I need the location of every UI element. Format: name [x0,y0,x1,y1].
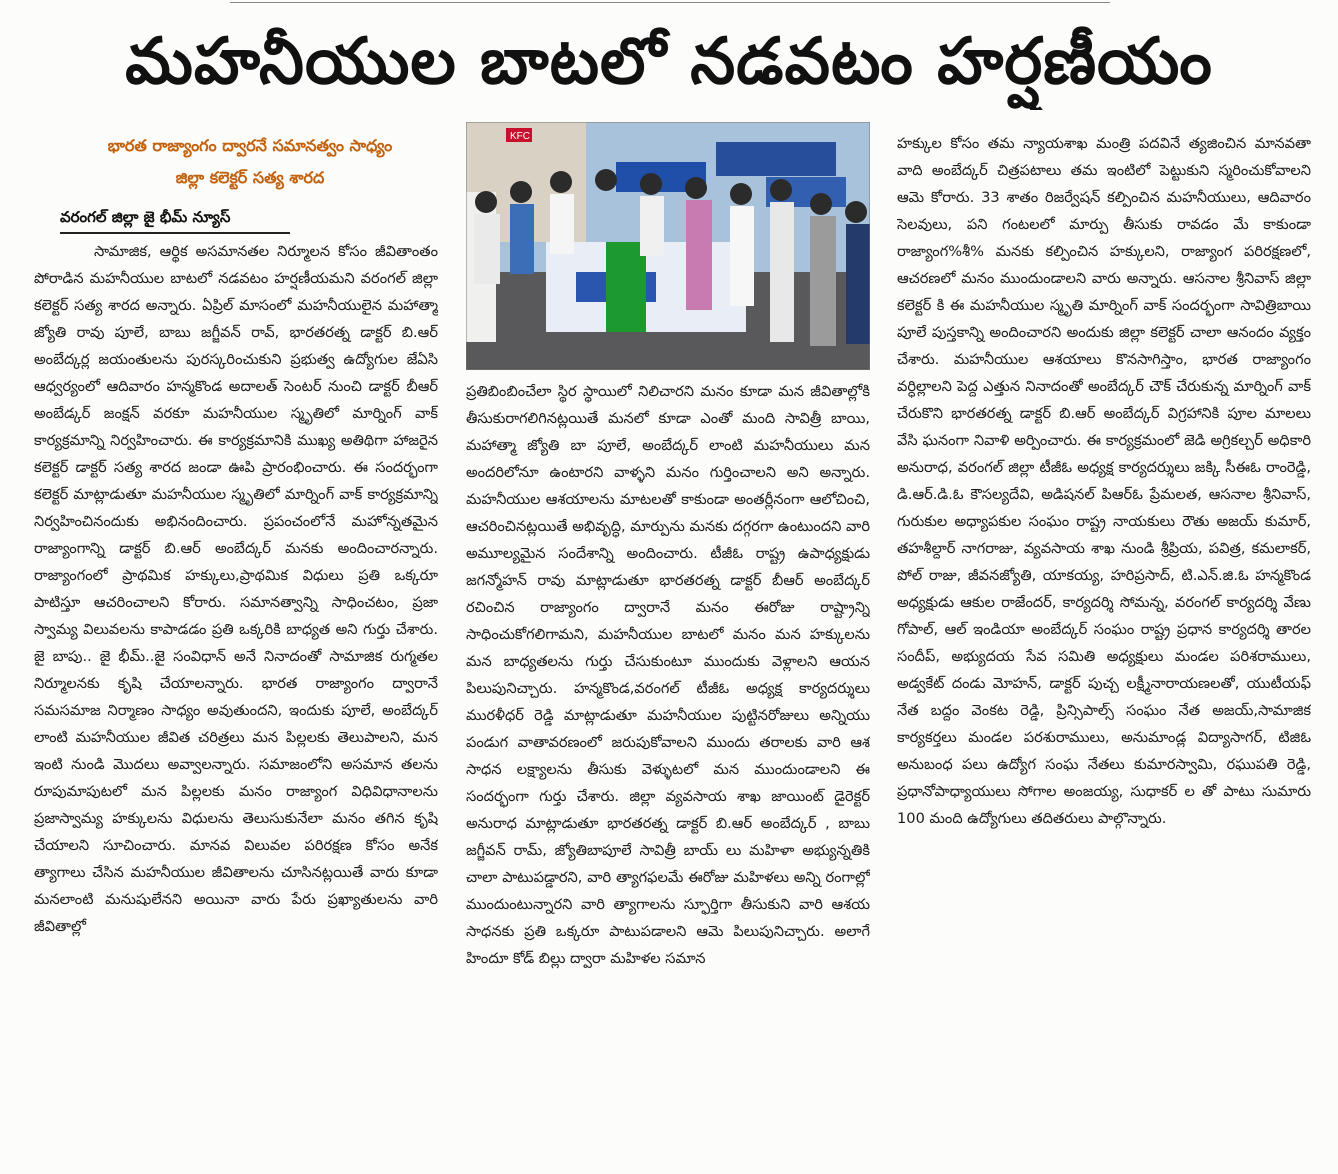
column-1-text: సామాజిక, ఆర్థిక అసమానతల నిర్మూలన కోసం జీవితాంతం పోరాడిన మహనీయుల బాటలో నడవటం హర్షణీయమని వరంగల్ జిల్లా కలెక్టర్ సత్య శారద అన్నారు. ఏప్రిల్ మాసంలో మహనీయులైన మహాత్మా జ్యోతి రావు పూలే, బాబు జగ్జీవన్ రావ్, భారతరత్న డాక్టర్ బి.ఆర్ అంబేద్కర్ల జయంతులను పురస్కరించుకుని ప్రభుత్వ ఉద్యోగుల జేఏసి ఆధ్వర్యంలో ఆదివారం హన్మకొండ అదాలత్ సెంటర్ నుంచి డాక్టర్ బీఆర్ అంబేడ్కర్ జంక్షన్ వరకూ మహనీయుల స్మృతిలో మార్నింగ్ వాక్ కార్యక్రమాన్ని నిర్వహించారు. ఈ కార్యక్రమానికి ముఖ్య అతిథిగా హాజరైన కలెక్టర్ డాక్టర్ సత్య శారద జండా ఊపి ప్రారంభించారు. ఈ సందర్భంగా కలెక్టర్ మాట్లాడుతూ మహనీయుల స్మృతిలో మార్నింగ్ వాక్ కార్యక్రమాన్ని నిర్వహించినందుకు అభినందించారు. ప్రపంచంలోనే మహోన్నతమైన రాజ్యాంగాన్ని డాక్టర్ బి.ఆర్ అంబేద్కర్ మనకు అందించారన్నారు. రాజ్యాంగంలో ప్రాథమిక హక్కులు,ప్రాథమిక విధులు ప్రతి ఒక్కరూ పాటిస్తూ ఆచరించాలని కోరారు. సమానత్వాన్ని సాధించటం, ప్రజా స్వామ్య విలువలను కాపాడడం ప్రతి ఒక్కరికి బాధ్యత అని గుర్తు చేశారు. జై బాపు.. జై భీమ్..జై సంవిధాన్ అనే నినాదంతో సామాజిక రుగ్మతల నిర్మూలనకు కృషి చేయాలన్నారు. భారత రాజ్యాంగం ద్వారానే సమసమాజ నిర్మాణం సాధ్యం అవుతుందని, ఇందుకు పూలే, అంబేద్కర్ లాంటి మహనీయుల జీవిత చరిత్రలు మన పిల్లలకు తెలుపాలని, మన ఇంటి నుండి మొదలు అవ్వాలన్నారు. సమాజంలోని అసమాన తలను రూపుమాపుటలో మన పిల్లలకు మనం రాజ్యాంగ విధివిధానాలను ప్రజాస్వామ్య హక్కులను విధులను తెలుసుకునేలా మనం తగిన కృషి చేయాలని సూచించారు. మానవ విలువల పరిరక్షణ కోసం అనేక త్యాగాలు చేసిన మహనీయుల జీవితాలను చూసినట్లయితే వారు కూడా మనలాంటి మనుషులేనని అయినా వారు పేరు ప్రఖ్యాతులను వారి జీవితాల్లో [34,243,438,935]
article-column-3 [897,130,1311,1170]
kfc-sign: KFC [510,131,530,142]
column-3-text: హక్కుల కోసం తమ న్యాయశాఖ మంత్రి పదవినే త్యజించిన మానవతా వాది అంబేద్కర్ చిత్రపటాలు తమ ఇంటిలో పెట్టుకుని స్మరించుకోవాలని ఆమె కోరారు. 33 శాతం రిజర్వేషన్ కల్పించిన మహనీయులు, ఆదివారం సెలవులు, పని గంటలలో మార్పు తీసుకు రావడం మే కాకుండా రాజ్యాంగ%శీ% మనకు కల్పించిన హక్కులని, రాజ్యాంగ పరిరక్షణలో, ఆచరణలో మనం ముందుండాలని వారు అన్నారు. ఆసనాల శ్రీనివాస్ జిల్లా కలెక్టర్ కి ఈ మహనీయుల స్మృతి మార్నింగ్ వాక్ సందర్భంగా సావిత్రిబాయి పూలే పుస్తకాన్ని అందించారని అందుకు జిల్లా కలెక్టర్ చాలా ఆనందం వ్యక్తం చేశారు. మహనీయుల ఆశయాలు కొనసాగిస్తాం, భారత రాజ్యాంగం వర్ధిల్లాలని పెద్ద ఎత్తున నినాదంతో అంబేద్కర్ చౌక్ చేరుకున్న మార్నింగ్ వాక్ చేరుకొని భారతరత్న డాక్టర్ బి.ఆర్ అంబేద్కర్ విగ్రహానికి పూల మాలలు వేసి ఘనంగా నివాళి అర్పించారు. ఈ కార్యక్రమంలో జెడి అగ్రికల్చర్ అధికారి అనురాధ, వరంగల్ జిల్లా టీజీఓ అధ్యక్ష కార్యదర్శులు జక్కి సీఈఓ రాంరెడ్డి, డి.ఆర్.డి.ఓ కౌసల్యదేవి, అడిషనల్ పిఆర్ఓ ప్రేమలత, ఆసనాల శ్రీనివాస్, గురుకుల అధ్యాపకుల సంఘం రాష్ట్ర నాయకులు రౌతు అజయ్ కుమార్, తహశీల్దార్ నాగరాజు, వ్యవసాయ శాఖ నుండి శ్రీప్రియ, పవిత్ర, కమలాకర్, పోల్ రాజు, జీవనజ్యోతి, యాకయ్య, హరిప్రసాద్, టి.ఎన్.జి.ఓ హన్మకొండ అధ్యక్షుడు ఆకుల రాజేందర్, కార్యదర్శి సోమన్న, వరంగల్ కార్యదర్శి వేణు గోపాల్, ఆల్ ఇండియా అంబేద్కర్ సంఘం రాష్ట్ర ప్రధాన కార్యదర్శి తారల సందీప్, అభ్యుదయ సేవ సమితి అధ్యక్షులు మండల పరిశరాములు, అడ్వకేట్ దండు మోహన్, డాక్టర్ పుచ్చ లక్ష్మీనారాయణలతో, యుటీయఫ్ నేత బద్దం వెంకట రెడ్డి, ప్రిన్సిపాల్స్ సంఘం నేత అజయ్,సామాజిక కార్యకర్తలు మండల పరశురాములు, అనుమాండ్ల విద్యాసాగర్, టిజిఓ అనుబంధ పలు ఉద్యోగ సంఘ నేతలు కుమారస్వామి, రఘుపతి రెడ్డి, ప్రధానోపాధ్యాయులు సోగాల అంజయ్య, సుధాకర్ ల తో పాటు సుమారు 100 మంది ఉద్యోగులు తదితరులు పాల్గొన్నారు. [897,135,1311,827]
top-rule [230,2,1110,3]
article-column-2 [466,378,870,1170]
subheading-line-2: జిల్లా కలెక్టర్ సత్య శారద [175,168,325,187]
byline: వరంగల్ జిల్లా జై భీమ్ న్యూస్ [60,208,231,226]
article-column-1 [34,238,438,1168]
byline-underline [60,232,290,234]
subheading-line-1: భారత రాజ్యాంగం ద్వారనే సమానత్వం సాధ్యం [107,136,393,155]
headline: మహనీయుల బాటలో నడవటం హర్షణీయం [125,25,1213,99]
rally-flag-off-photo [466,122,870,370]
column-2-text: ప్రతిబింబించేలా స్థిర స్థాయిలో నిలిచారని మనం కూడా మన జీవితాల్లోకి తీసుకురాగలిగినట్లయితే మనలో కూడా ఎంతో మంది సావిత్రీ బాయి, మహాత్మా జ్యోతి బా పూలే, అంబేద్కర్ లాంటి మహనీయులు మన అందరిలోనూ ఉంటారని వాళ్ళని మనం గుర్తించాలని అని అన్నారు. మహనీయుల ఆశయాలను మాటలతో కాకుండా అంతర్లీనంగా ఆలోచించి, ఆచరించినట్లయితే అభివృద్ధి, మార్పును మనకు దగ్గరగా ఉంటుందని వారి అమూల్యమైన సందేశాన్ని అందించారు. టీజీఓ రాష్ట్ర ఉపాధ్యక్షుడు జగన్మోహన్ రావు మాట్లాడుతూ భారతరత్న డాక్టర్ బీఆర్ అంబేద్కర్ రచించిన రాజ్యాంగం ద్వారానే మనం ఈరోజు రాష్ట్రాన్ని సాధించుకోగలిగామని, మహనీయుల బాటలో మనం మన హక్కులను మన బాధ్యతలను గుర్తు చేసుకుంటూ ముందుకు వెళ్లాలని ఆయన పిలుపునిచ్చారు. హన్మకొండ,వరంగల్ టీజీఓ అధ్యక్ష కార్యదర్శులు మురళీధర్ రెడ్డి మాట్లాడుతూ మహనీయుల పుట్టినరోజులు అన్నియు పండుగ వాతావరణంలో జరుపుకోవాలని ముందు తరాలకు వారి ఆశ సాధన లక్ష్యాలను తీసుకు వెళ్ళుటలో మన ముందుండాలని ఈ సందర్భంగా గుర్తు చేశారు. జిల్లా వ్యవసాయ శాఖ జాయింట్ డైరెక్టర్ అనురాధ మాట్లాడుతూ భారతరత్న డాక్టర్ బి.ఆర్ అంబేద్కర్ , బాబు జగ్జీవన్ రామ్, జ్యోతిబాపూలే సావిత్రీ బాయ్ లు మహిళా అభ్యున్నతికి చాలా పాటుపడ్డారని, వారి త్యాగఫలమే ఈరోజు మహిళలు అన్ని రంగాల్లో ముందుంటున్నారని వారి త్యాగాలను స్ఫూర్తిగా తీసుకుని వారి ఆశయ సాధనకు ప్రతి ఒక్కరూ పాటుపడాలని ఆమె పిలుపునిచ్చారు. అలాగే హిందూ కోడ్ బిల్లు ద్వారా మహిళల సమాన [466,383,870,967]
photo-illustration [466,122,870,370]
